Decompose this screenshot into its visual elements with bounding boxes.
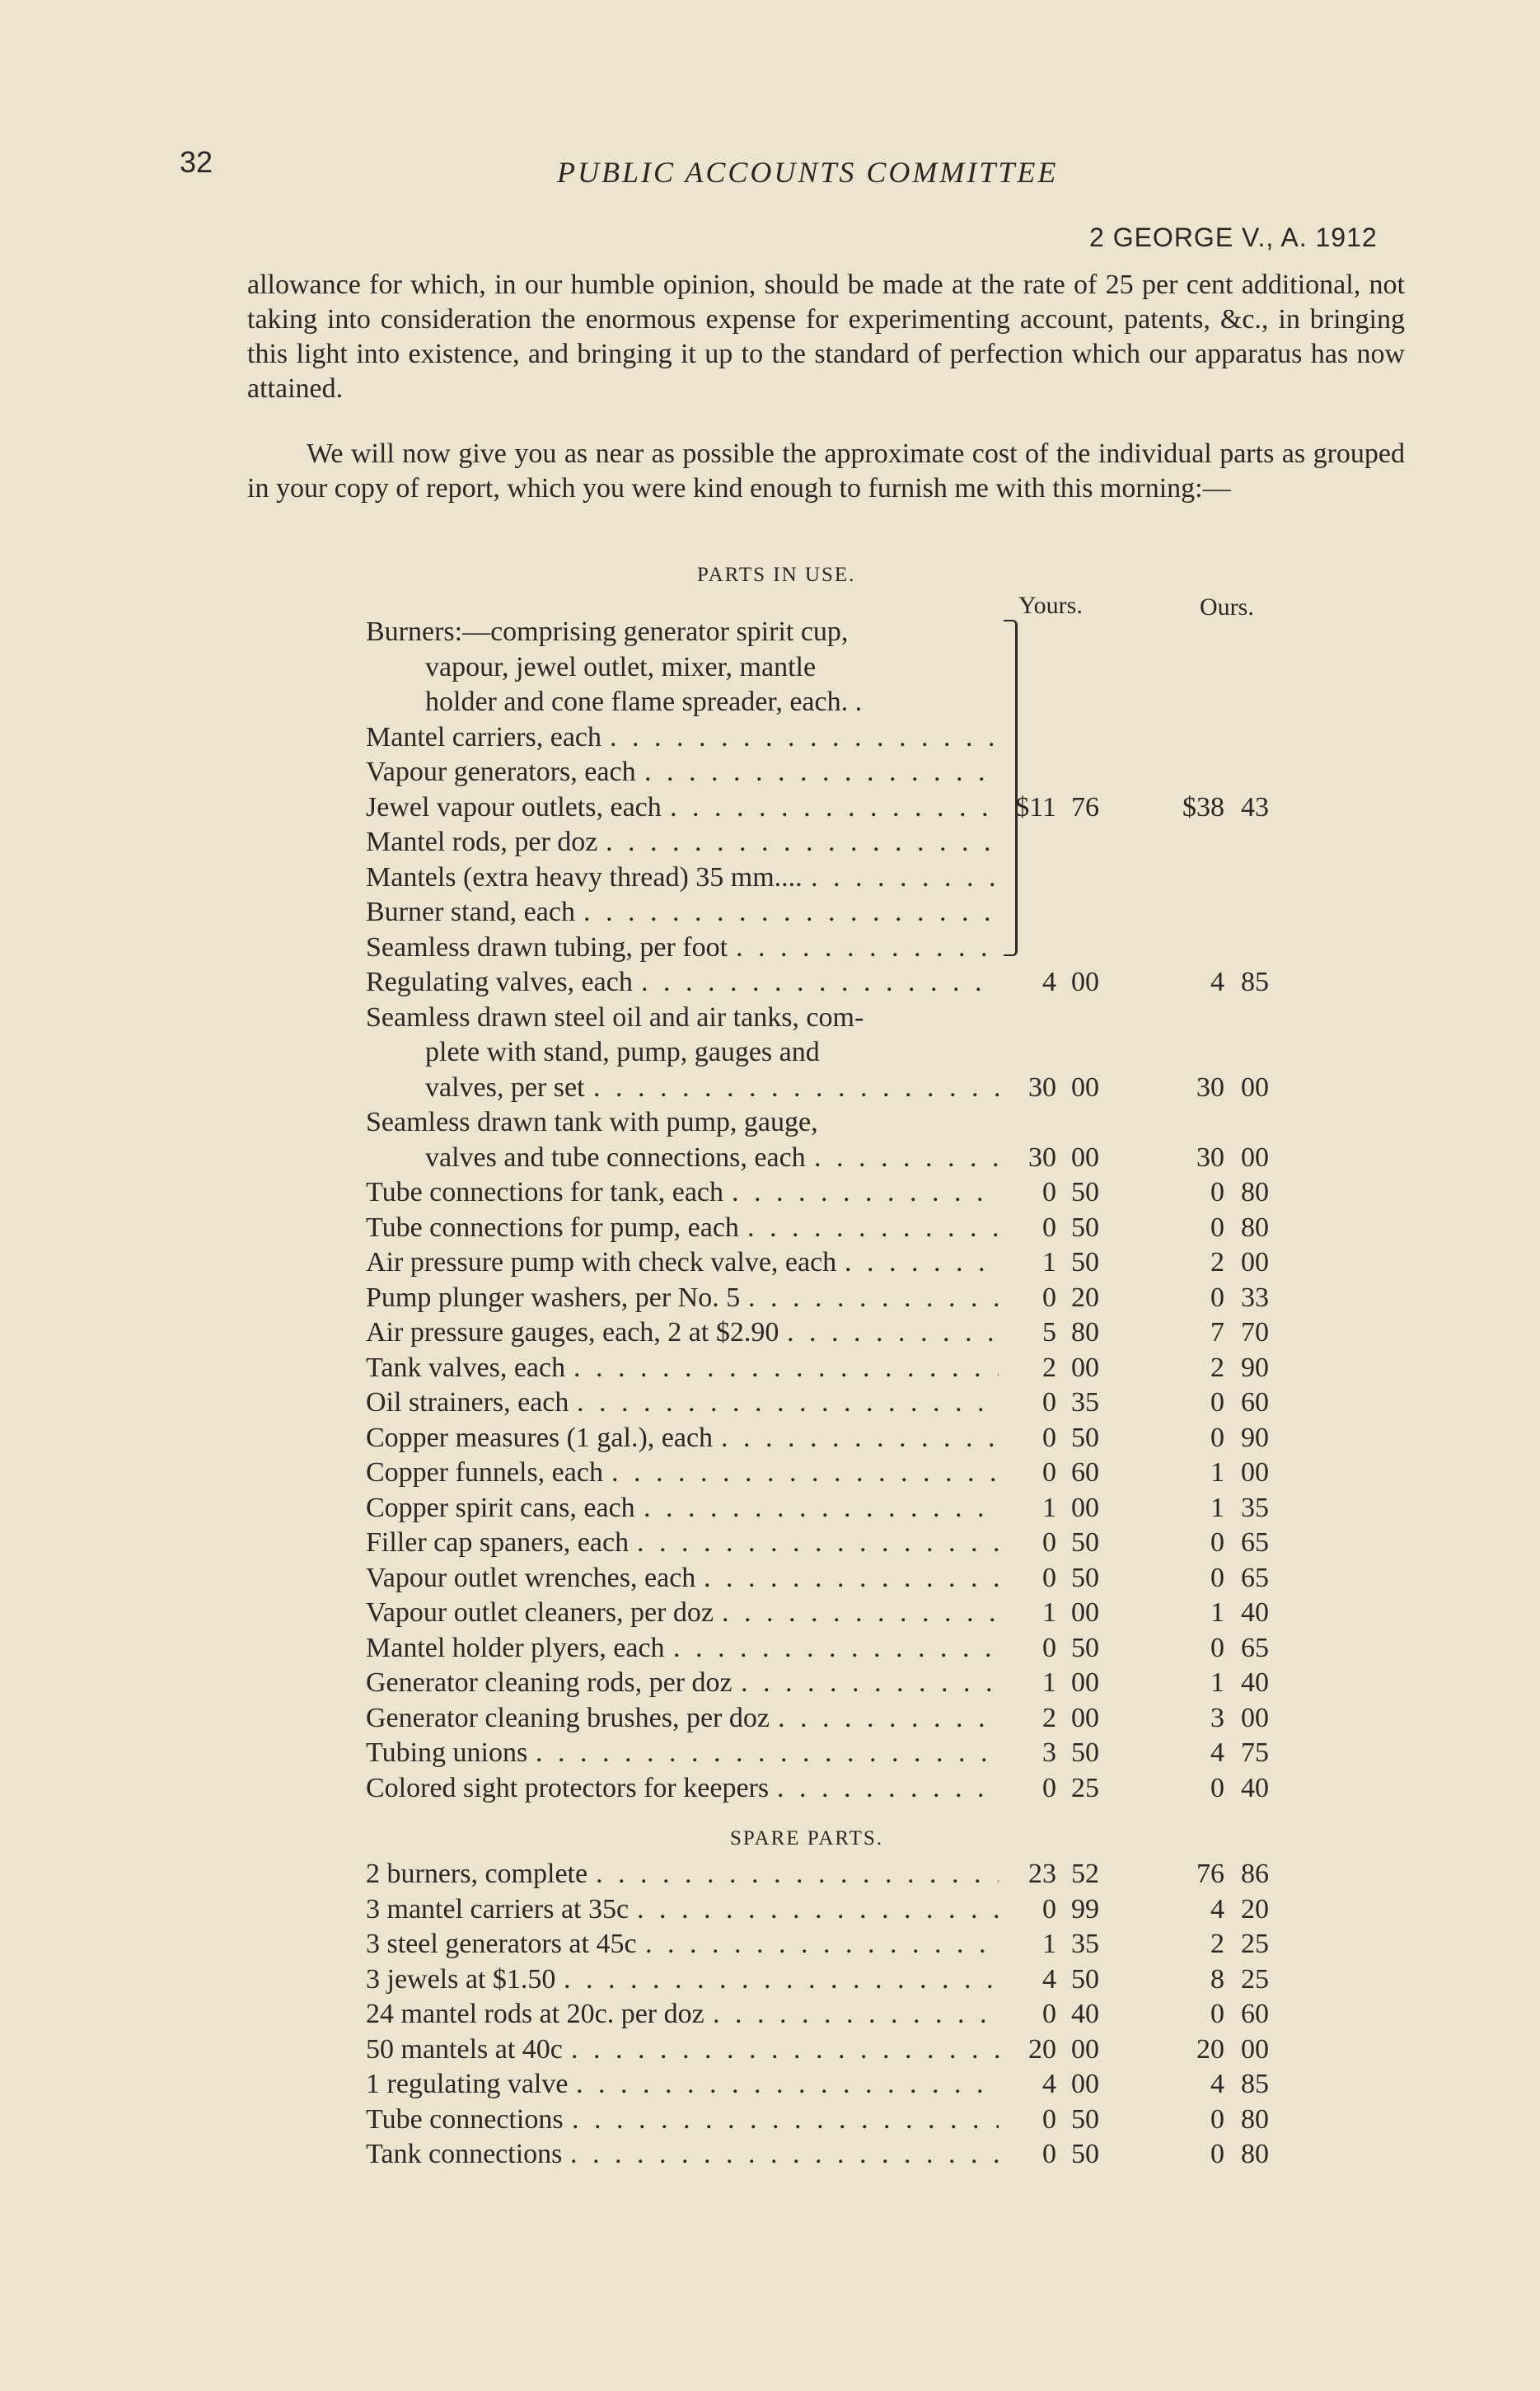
ours-cents: 25 bbox=[1241, 1929, 1269, 1959]
table-row bbox=[0, 1527, 1540, 1562]
ours-dollars: 7 bbox=[1210, 1317, 1224, 1348]
ours-cents: 00 bbox=[1241, 2033, 1269, 2065]
grouping-brace bbox=[1004, 620, 1018, 956]
dot-leader bbox=[573, 1353, 999, 1387]
table-row bbox=[0, 932, 1540, 967]
dot-leader bbox=[637, 1527, 999, 1562]
yours-dollars: 23 bbox=[1028, 1859, 1056, 1889]
ours-dollars: 0 bbox=[1210, 2139, 1224, 2169]
table-row bbox=[0, 617, 1540, 651]
dot-leader bbox=[747, 1212, 999, 1247]
table-row bbox=[0, 1597, 1540, 1632]
yours-dollars: 30 bbox=[1028, 1071, 1056, 1103]
yours-cents: 35 bbox=[1071, 1387, 1099, 1418]
table-row bbox=[0, 1563, 1540, 1597]
ours-dollars: 2 bbox=[1210, 1352, 1224, 1383]
yours-cents: 50 bbox=[1071, 1963, 1099, 1995]
yours-cents: 50 bbox=[1071, 2103, 1099, 2135]
item-label: Tube connections for pump, each bbox=[366, 1212, 739, 1243]
yours-dollars: 3 bbox=[1042, 1737, 1056, 1768]
yours-dollars: 0 bbox=[1042, 1999, 1056, 2029]
yours-cents: 00 bbox=[1071, 1071, 1099, 1103]
yours-dollars: 0 bbox=[1042, 1527, 1056, 1558]
running-title: PUBLIC ACCOUNTS COMMITTEE bbox=[557, 156, 1059, 189]
dot-leader bbox=[536, 1737, 999, 1772]
dot-leader bbox=[641, 967, 999, 1001]
yours-dollars: 0 bbox=[1042, 2139, 1056, 2169]
session-label: 2 GEORGE V., A. 1912 bbox=[1089, 223, 1378, 252]
item-label: Air pressure gauges, each, 2 at $2.90 bbox=[366, 1317, 779, 1348]
ours-cents: 85 bbox=[1241, 2069, 1269, 2099]
item-label: Oil strainers, each bbox=[366, 1387, 569, 1418]
item-label: Vapour outlet cleaners, per doz bbox=[366, 1597, 714, 1628]
item-label: Seamless drawn tank with pump, gauge, bbox=[366, 1107, 818, 1137]
yours-cents: 50 bbox=[1071, 1422, 1099, 1453]
table-row bbox=[0, 1002, 1540, 1037]
yours-dollars: $11 bbox=[1015, 791, 1056, 823]
spare-parts-heading: SPARE PARTS. bbox=[730, 1827, 884, 1850]
item-label: 3 steel generators at 45c bbox=[366, 1929, 637, 1959]
yours-dollars: 4 bbox=[1042, 2069, 1056, 2099]
dot-leader bbox=[644, 1493, 999, 1527]
item-label: valves and tube connections, each bbox=[425, 1142, 806, 1173]
table-row bbox=[0, 1037, 1540, 1071]
ours-cents: 70 bbox=[1241, 1317, 1269, 1348]
item-label: Seamless drawn tubing, per foot bbox=[366, 931, 728, 963]
yours-cents: 00 bbox=[1071, 1352, 1099, 1383]
ours-cents: 75 bbox=[1241, 1737, 1269, 1768]
column-header-yours: Yours. bbox=[1018, 592, 1083, 619]
table-row bbox=[0, 757, 1540, 791]
table-row bbox=[0, 687, 1540, 721]
ours-cents: 65 bbox=[1241, 1562, 1269, 1593]
yours-dollars: 30 bbox=[1028, 1142, 1056, 1173]
ours-cents: 90 bbox=[1241, 1352, 1269, 1383]
dot-leader bbox=[576, 2069, 999, 2103]
ours-dollars: 0 bbox=[1210, 1632, 1224, 1663]
ours-dollars: 0 bbox=[1210, 1177, 1224, 1207]
table-row bbox=[0, 1317, 1540, 1352]
ours-cents: 40 bbox=[1241, 1772, 1269, 1803]
yours-cents: 40 bbox=[1071, 1999, 1099, 2029]
table-row bbox=[0, 1999, 1540, 2033]
item-label: Seamless drawn steel oil and air tanks, com- bbox=[366, 1001, 864, 1033]
yours-cents: 50 bbox=[1071, 1247, 1099, 1278]
item-label: Copper funnels, each bbox=[366, 1457, 603, 1488]
table-row bbox=[0, 1964, 1540, 1999]
yours-dollars: 0 bbox=[1042, 1562, 1056, 1593]
yours-cents: 00 bbox=[1071, 1597, 1099, 1628]
dot-leader bbox=[593, 1072, 999, 1107]
item-label: 1 regulating valve bbox=[366, 2069, 569, 2099]
yours-cents: 76 bbox=[1071, 791, 1099, 823]
ours-dollars: 0 bbox=[1210, 1999, 1224, 2029]
table-row bbox=[0, 1387, 1540, 1422]
yours-dollars: 2 bbox=[1042, 1702, 1056, 1733]
ours-cents: 60 bbox=[1241, 1387, 1269, 1418]
ours-cents: 80 bbox=[1241, 2103, 1269, 2135]
yours-dollars: 1 bbox=[1042, 1667, 1056, 1698]
dot-leader bbox=[645, 1929, 999, 1963]
ours-cents: 60 bbox=[1241, 1999, 1269, 2029]
yours-dollars: 0 bbox=[1042, 1893, 1056, 1925]
yours-cents: 00 bbox=[1071, 1702, 1099, 1733]
ours-dollars: 4 bbox=[1210, 1737, 1224, 1768]
ours-dollars: 4 bbox=[1210, 1893, 1224, 1925]
yours-dollars: 0 bbox=[1042, 1632, 1056, 1663]
dot-leader bbox=[704, 1563, 999, 1597]
yours-cents: 25 bbox=[1071, 1772, 1099, 1803]
item-label: Air pressure pump with check valve, each bbox=[366, 1247, 837, 1278]
ours-cents: 65 bbox=[1241, 1527, 1269, 1558]
item-label: Vapour generators, each bbox=[366, 757, 636, 787]
yours-dollars: 0 bbox=[1042, 1422, 1056, 1453]
ours-dollars: 0 bbox=[1210, 1772, 1224, 1803]
ours-dollars: 0 bbox=[1210, 1422, 1224, 1453]
ours-cents: 80 bbox=[1241, 1212, 1269, 1243]
table-row bbox=[0, 2069, 1540, 2103]
item-label: valves, per set bbox=[425, 1071, 585, 1103]
ours-dollars: 0 bbox=[1210, 1387, 1224, 1418]
item-label: 2 burners, complete bbox=[366, 1859, 588, 1889]
dot-leader bbox=[777, 1773, 999, 1807]
yours-cents: 50 bbox=[1071, 1562, 1099, 1593]
item-label: Jewel vapour outlets, each bbox=[366, 791, 662, 823]
item-label: Colored sight protectors for keepers bbox=[366, 1772, 770, 1803]
ours-dollars: 30 bbox=[1196, 1071, 1224, 1103]
paragraph-1: allowance for which, in our humble opinion, should be made at the rate of 25 per cent additional, not taking into consideration the enormous expense for experimenting account, patents, &c., in bringing this light into existence, and bringing it up to the standard of perfection which our apparatus has now attained. bbox=[247, 270, 1405, 404]
item-label: plete with stand, pump, gauges and bbox=[425, 1037, 820, 1067]
dot-leader bbox=[570, 2139, 999, 2173]
item-label: Copper spirit cans, each bbox=[366, 1492, 635, 1523]
ours-cents: 00 bbox=[1241, 1071, 1269, 1103]
ours-dollars: 1 bbox=[1210, 1597, 1224, 1628]
yours-cents: 50 bbox=[1071, 1177, 1099, 1207]
yours-cents: 50 bbox=[1071, 1737, 1099, 1768]
dot-leader bbox=[748, 1282, 999, 1317]
table-row bbox=[0, 862, 1540, 897]
table-row bbox=[0, 1859, 1540, 1893]
item-label: Mantels (extra heavy thread) 35 mm.... bbox=[366, 861, 803, 893]
dot-leader bbox=[670, 792, 999, 827]
yours-dollars: 1 bbox=[1042, 1247, 1056, 1278]
ours-cents: 80 bbox=[1241, 2139, 1269, 2169]
dot-leader bbox=[571, 2034, 999, 2069]
ours-dollars: 0 bbox=[1210, 1562, 1224, 1593]
ours-dollars: 4 bbox=[1210, 2069, 1224, 2099]
table-row bbox=[0, 2104, 1540, 2139]
yours-cents: 50 bbox=[1071, 1212, 1099, 1243]
yours-cents: 00 bbox=[1071, 2069, 1099, 2099]
ours-dollars: 0 bbox=[1210, 1212, 1224, 1243]
item-label: Mantel carriers, each bbox=[366, 721, 601, 752]
ours-dollars: 2 bbox=[1210, 1247, 1224, 1278]
dot-leader bbox=[673, 1633, 999, 1667]
ours-dollars: 1 bbox=[1210, 1492, 1224, 1523]
yours-cents: 52 bbox=[1071, 1859, 1099, 1889]
page-number: 32 bbox=[180, 145, 213, 179]
ours-cents: 43 bbox=[1241, 791, 1269, 823]
dot-leader bbox=[732, 1177, 999, 1212]
dot-leader bbox=[572, 2104, 999, 2139]
yours-cents: 50 bbox=[1071, 1632, 1099, 1663]
item-label: vapour, jewel outlet, mixer, mantle bbox=[425, 651, 817, 682]
dot-leader bbox=[611, 1457, 999, 1492]
parts-in-use-heading: PARTS IN USE. bbox=[697, 564, 856, 586]
ours-cents: 40 bbox=[1241, 1667, 1269, 1698]
table-row bbox=[0, 1894, 1540, 1929]
item-label: Vapour outlet wrenches, each bbox=[366, 1562, 696, 1593]
ours-cents: 90 bbox=[1241, 1422, 1269, 1453]
yours-cents: 00 bbox=[1071, 967, 1099, 997]
table-row bbox=[0, 827, 1540, 861]
dot-leader bbox=[778, 1703, 999, 1737]
ours-cents: 65 bbox=[1241, 1632, 1269, 1663]
table-row bbox=[0, 2139, 1540, 2173]
yours-dollars: 0 bbox=[1042, 1772, 1056, 1803]
dot-leader bbox=[637, 1894, 999, 1929]
dot-leader bbox=[736, 932, 999, 967]
table-row bbox=[0, 1493, 1540, 1527]
ours-cents: 25 bbox=[1241, 1963, 1269, 1995]
ours-dollars: 0 bbox=[1210, 2103, 1224, 2135]
dot-leader bbox=[721, 1423, 999, 1457]
item-label: holder and cone flame spreader, each. . bbox=[425, 687, 863, 717]
yours-dollars: 20 bbox=[1028, 2033, 1056, 2065]
ours-dollars: 4 bbox=[1210, 967, 1224, 997]
dot-leader bbox=[606, 827, 999, 861]
table-row bbox=[0, 967, 1540, 1001]
table-row bbox=[0, 792, 1540, 827]
ours-dollars: $38 bbox=[1182, 791, 1224, 823]
table-row bbox=[0, 2034, 1540, 2069]
item-label: Tubing unions bbox=[366, 1737, 528, 1768]
yours-cents: 00 bbox=[1071, 2033, 1099, 2065]
yours-dollars: 1 bbox=[1042, 1492, 1056, 1523]
dot-leader bbox=[811, 862, 999, 897]
table-row bbox=[0, 1282, 1540, 1317]
item-label: Filler cap spaners, each bbox=[366, 1527, 630, 1558]
item-label: Generator cleaning rods, per doz bbox=[366, 1667, 733, 1698]
yours-cents: 60 bbox=[1071, 1457, 1099, 1488]
ours-dollars: 76 bbox=[1196, 1859, 1224, 1889]
item-label: Copper measures (1 gal.), each bbox=[366, 1422, 714, 1453]
table-row bbox=[0, 1247, 1540, 1282]
yours-dollars: 0 bbox=[1042, 1457, 1056, 1488]
item-label: 50 mantels at 40c bbox=[366, 2033, 563, 2065]
ours-dollars: 20 bbox=[1196, 2033, 1224, 2065]
dot-leader bbox=[596, 1859, 999, 1893]
item-label: Burner stand, each bbox=[366, 897, 575, 927]
dot-leader bbox=[787, 1317, 999, 1352]
table-row bbox=[0, 1423, 1540, 1457]
dot-leader bbox=[741, 1667, 999, 1702]
table-row bbox=[0, 1072, 1540, 1107]
table-row bbox=[0, 1177, 1540, 1212]
dot-leader bbox=[610, 722, 999, 757]
ours-cents: 80 bbox=[1241, 1177, 1269, 1207]
dot-leader bbox=[814, 1142, 999, 1177]
table-row bbox=[0, 897, 1540, 931]
table-row bbox=[0, 1212, 1540, 1247]
yours-cents: 80 bbox=[1071, 1317, 1099, 1348]
item-label: Tube connections bbox=[366, 2103, 564, 2135]
yours-cents: 00 bbox=[1071, 1142, 1099, 1173]
table-row bbox=[0, 1142, 1540, 1177]
item-label: 3 jewels at $1.50 bbox=[366, 1963, 556, 1995]
yours-dollars: 0 bbox=[1042, 1387, 1056, 1418]
yours-cents: 99 bbox=[1071, 1893, 1099, 1925]
ours-cents: 00 bbox=[1241, 1702, 1269, 1733]
ours-cents: 00 bbox=[1241, 1247, 1269, 1278]
table-row bbox=[0, 1929, 1540, 1963]
ours-dollars: 1 bbox=[1210, 1457, 1224, 1488]
yours-cents: 00 bbox=[1071, 1667, 1099, 1698]
ours-cents: 85 bbox=[1241, 967, 1269, 997]
ours-cents: 00 bbox=[1241, 1142, 1269, 1173]
yours-cents: 20 bbox=[1071, 1282, 1099, 1313]
yours-cents: 50 bbox=[1071, 1527, 1099, 1558]
dot-leader bbox=[583, 897, 999, 931]
yours-cents: 35 bbox=[1071, 1929, 1099, 1959]
ours-dollars: 1 bbox=[1210, 1667, 1224, 1698]
table-row bbox=[0, 722, 1540, 757]
yours-cents: 50 bbox=[1071, 2139, 1099, 2169]
yours-dollars: 1 bbox=[1042, 1929, 1056, 1959]
ours-dollars: 30 bbox=[1196, 1142, 1224, 1173]
item-label: Tube connections for tank, each bbox=[366, 1177, 724, 1207]
table-row bbox=[0, 1107, 1540, 1142]
yours-dollars: 2 bbox=[1042, 1352, 1056, 1383]
ours-cents: 00 bbox=[1241, 1457, 1269, 1488]
dot-leader bbox=[722, 1597, 999, 1632]
yours-cents: 00 bbox=[1071, 1492, 1099, 1523]
ours-dollars: 0 bbox=[1210, 1282, 1224, 1313]
item-label: 24 mantel rods at 20c. per doz bbox=[366, 1999, 704, 2029]
item-label: Tank valves, each bbox=[366, 1352, 566, 1383]
ours-dollars: 0 bbox=[1210, 1527, 1224, 1558]
item-label: Mantel holder plyers, each bbox=[366, 1632, 665, 1663]
ours-cents: 33 bbox=[1241, 1282, 1269, 1313]
column-header-ours: Ours. bbox=[1200, 593, 1254, 621]
table-row bbox=[0, 1667, 1540, 1702]
table-row bbox=[0, 1353, 1540, 1387]
yours-dollars: 0 bbox=[1042, 1177, 1056, 1207]
ours-cents: 86 bbox=[1241, 1859, 1269, 1889]
table-row bbox=[0, 1457, 1540, 1492]
item-label: Mantel rods, per doz bbox=[366, 827, 598, 857]
dot-leader bbox=[577, 1387, 999, 1422]
table-row bbox=[0, 1737, 1540, 1772]
yours-dollars: 0 bbox=[1042, 1282, 1056, 1313]
dot-leader bbox=[713, 1999, 999, 2033]
item-label: 3 mantel carriers at 35c bbox=[366, 1893, 630, 1925]
yours-dollars: 0 bbox=[1042, 1212, 1056, 1243]
yours-dollars: 5 bbox=[1042, 1317, 1056, 1348]
ours-cents: 40 bbox=[1241, 1597, 1269, 1628]
paragraph-2: We will now give you as near as possible the approximate cost of the individual parts as grouped in your copy of report, which you were kind enough to furnish me with this morning:— bbox=[247, 438, 1405, 504]
dot-leader bbox=[845, 1247, 999, 1282]
table-row bbox=[0, 652, 1540, 687]
dot-leader bbox=[564, 1964, 999, 1999]
yours-dollars: 1 bbox=[1042, 1597, 1056, 1628]
ours-cents: 35 bbox=[1241, 1492, 1269, 1523]
yours-dollars: 4 bbox=[1042, 1963, 1056, 1995]
ours-dollars: 3 bbox=[1210, 1702, 1224, 1733]
ours-cents: 20 bbox=[1241, 1893, 1269, 1925]
table-row bbox=[0, 1703, 1540, 1737]
yours-dollars: 0 bbox=[1042, 2103, 1056, 2135]
table-row bbox=[0, 1633, 1540, 1667]
ours-dollars: 8 bbox=[1210, 1963, 1224, 1995]
item-label: Regulating valves, each bbox=[366, 967, 633, 997]
item-label: Generator cleaning brushes, per doz bbox=[366, 1702, 770, 1733]
table-row bbox=[0, 1773, 1540, 1807]
dot-leader bbox=[644, 757, 999, 791]
ours-dollars: 2 bbox=[1210, 1929, 1224, 1959]
item-label: Burners:—comprising generator spirit cup, bbox=[366, 617, 849, 647]
item-label: Tank connections bbox=[366, 2139, 563, 2169]
yours-dollars: 4 bbox=[1042, 967, 1056, 997]
item-label: Pump plunger washers, per No. 5 bbox=[366, 1282, 741, 1313]
